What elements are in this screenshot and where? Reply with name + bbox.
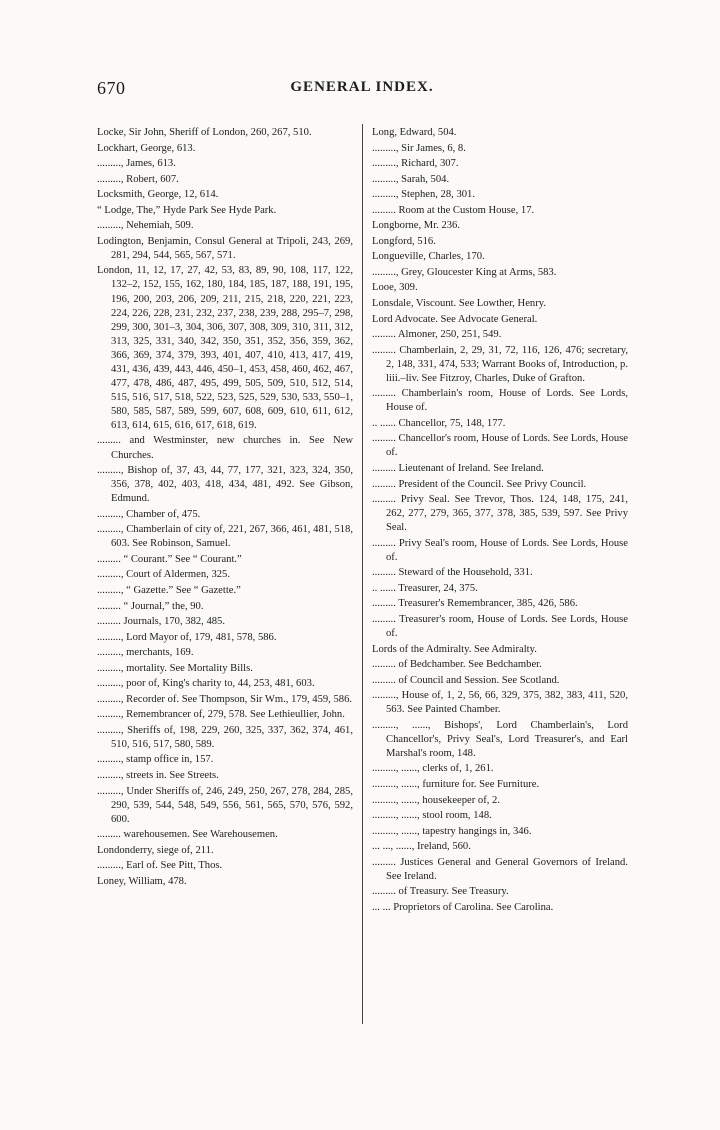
index-entry: Londonderry, siege of, 211. [97,844,214,856]
index-entry: ........., Richard, 307. [372,158,459,170]
index-entry: ........., Sheriffs of, 198, 229, 260, 325, 337, 362, 374, 461, 510, 516, 517, 580, 589. [97,724,353,750]
index-entry: ......... “ Courant.” See “ Courant.” [97,553,242,565]
index-entry: ......... Almoner, 250, 251, 549. [372,329,502,341]
index-entry: ........., James, 613. [97,158,176,170]
index-entry: Lonsdale, Viscount. See Lowther, Henry. [372,298,546,310]
index-entry: ......... of Bedchamber. See Bedchamber. [372,659,542,671]
index-entry: ........., House of, 1, 2, 56, 66, 329, 375, 382, 383, 411, 520, 563. See Painted Chamber. [372,690,628,716]
index-entry: Longford, 516. [372,235,436,247]
index-entry: ........., poor of, King's charity to, 44, 253, 481, 603. [97,678,315,690]
index-entry: ......... Treasurer's room, House of Lords. See Lords, House of. [372,614,628,640]
index-entry: ........., ......, stool room, 148. [372,810,492,822]
index-entry: ........., Nehemiah, 509. [97,220,194,232]
index-entry: ........., “ Gazette.” See “ Gazette.” [97,584,241,596]
index-entry: ... ..., ......, Ireland, 560. [372,841,471,853]
index-entry: Loney, William, 478. [97,875,187,887]
index-entry: ........., Lord Mayor of, 179, 481, 578, 586. [97,631,277,643]
index-entry: ......... Steward of the Household, 331. [372,567,533,579]
index-entry: ......... President of the Council. See Privy Council. [372,478,587,490]
index-entry: ........., ......, furniture for. See Furniture. [372,779,540,791]
index-entry: ........., Grey, Gloucester King at Arms, 583. [372,266,557,278]
index-entry: ......... warehousemen. See Warehousemen. [97,829,278,841]
column-divider [362,124,363,1024]
index-entry: ........., Sir James, 6, 8. [372,142,466,154]
index-entry: ......... Chancellor's room, House of Lords. See Lords, House of. [372,433,628,459]
index-column-right [372,126,628,916]
index-entry: Looe, 309. [372,282,418,294]
index-entry: ......... Privy Seal. See Trevor, Thos. 124, 148, 175, 241, 262, 277, 279, 365, 377, 378, 385, 539, 597. See Privy Seal. [372,494,628,534]
index-entry: ........., Court of Aldermen, 325. [97,569,230,581]
index-entry: ........., streets in. See Streets. [97,770,219,782]
index-entry: London, 11, 12, 17, 27, 42, 53, 83, 89, 90, 108, 117, 122, 132–2, 152, 155, 162, 180, 184, 185, 187, 188, 191, 195, 196, 200, 203, 206, 209, 211, 215, 218, 220, 221, 223, 224, 226, 228, 231, 232, 237, 238, 239, 288, 295–7, 298, 299, 300, 301–3, 304, 306, 307, 308, 309, 310, 311, 312, 313, 325, 331, 340, 342, 350, 351, 352, 356, 359, 362, 366, 369, 374, 379, 393, 401, 407, 410, 413, 417, 419, 431, 436, 439, 443, 446, 450–1, 453, 458, 460, 462, 467, 477, 478, 486, 487, 495, 499, 505, 509, 510, 512, 514, 515, 516, 517, 518, 522, 523, 525, 529, 530, 533, 550–1, 580, 585, 587, 589, 599, 607, 608, 609, 610, 611, 612, 613, 614, 615, 616, 617, 618, 619. [97,265,353,431]
index-entry: ........., Robert, 607. [97,173,179,185]
index-entry: Long, Edward, 504. [372,127,457,138]
page-header [97,78,627,102]
index-column-left [97,126,353,890]
index-entry: ........., stamp office in, 157. [97,754,214,766]
index-entry: Locksmith, George, 12, 614. [97,189,219,201]
index-entry: ........., Bishop of, 37, 43, 44, 77, 177, 321, 323, 324, 350, 356, 378, 402, 403, 418, 434, 481, 492. See Gibson, Edmund. [97,465,353,505]
index-entry: ......... of Council and Session. See Scotland. [372,674,560,686]
index-entry: ........., Chamber of, 475. [97,508,201,520]
index-entry: ........., Recorder of. See Thompson, Sir Wm., 179, 459, 586. [97,693,353,705]
index-entry: Locke, Sir John, Sheriff of London, 260, 267, 510. [97,127,312,138]
index-entry: Longborne, Mr. 236. [372,220,460,232]
index-entry: Lord Advocate. See Advocate General. [372,313,538,325]
index-entry: ......... Chamberlain's room, House of Lords. See Lords, House of. [372,388,628,414]
index-entry: ......... “ Journal,” the, 90. [97,600,204,612]
index-entry: ......... Justices General and General Governors of Ireland. See Ireland. [372,856,628,882]
index-entry: ........., ......, Bishops', Lord Chamberlain's, Lord Chancellor's, Privy Seal's, Lord Treasurer's, and Earl Marshal's room, 148. [372,719,628,759]
index-entry: ........., ......, housekeeper of, 2. [372,794,500,806]
page-title: GENERAL INDEX. [290,79,434,95]
index-entry: Lockhart, George, 613. [97,142,196,154]
index-entry: ........., ......, tapestry hangings in, 346. [372,825,532,837]
index-entry: ......... Treasurer's Remembrancer, 385, 426, 586. [372,598,578,610]
index-entry: ......... Lieutenant of Ireland. See Ireland. [372,463,544,475]
index-entry: .. ...... Treasurer, 24, 375. [372,582,478,594]
index-entry: ......... of Treasury. See Treasury. [372,886,509,898]
index-entry: ......... Privy Seal's room, House of Lords. See Lords, House of. [372,537,628,563]
index-entry: ........., mortality. See Mortality Bills. [97,662,253,674]
index-entry: ... ... Proprietors of Carolina. See Carolina. [372,901,554,913]
index-entry: ........., Under Sheriffs of, 246, 249, 250, 267, 278, 284, 285, 290, 539, 544, 548, 549, 556, 561, 565, 570, 576, 592, 600. [97,785,353,825]
index-entry: “ Lodge, The,” Hyde Park See Hyde Park. [97,204,277,216]
index-entry: Lodington, Benjamin, Consul General at Tripoli, 243, 269, 281, 294, 544, 565, 567, 571. [97,235,353,261]
index-entry: ......... Room at the Custom House, 17. [372,204,535,216]
index-entry: Longueville, Charles, 170. [372,251,485,263]
index-entry: ........., Sarah, 504. [372,173,450,185]
page-number: 670 [97,78,126,98]
index-entry: ........., Earl of. See Pitt, Thos. [97,860,223,872]
index-entry: ........., ......, clerks of, 1, 261. [372,763,494,775]
index-entry: .. ...... Chancellor, 75, 148, 177. [372,417,506,429]
index-entry: ........., Stephen, 28, 301. [372,189,475,201]
index-entry: ......... Journals, 170, 382, 485. [97,616,226,628]
index-entry: ......... and Westminster, new churches in. See New Churches. [97,435,353,461]
index-entry: ......... Chamberlain, 2, 29, 31, 72, 116, 126, 476; secretary, 2, 148, 331, 474, 533; Warrant Books of, Introduction, p. liii.–liv. See Fitzroy, Charles, Duke of Grafton. [372,344,628,384]
index-entry: Lords of the Admiralty. See Admiralty. [372,643,537,655]
index-entry: ........., Remembrancer of, 279, 578. See Lethieullier, John. [97,709,345,721]
index-entry: ........., Chamberlain of city of, 221, 267, 366, 461, 481, 518, 603. See Robinson, Samuel. [97,524,353,550]
index-entry: ........., merchants, 169. [97,647,194,659]
